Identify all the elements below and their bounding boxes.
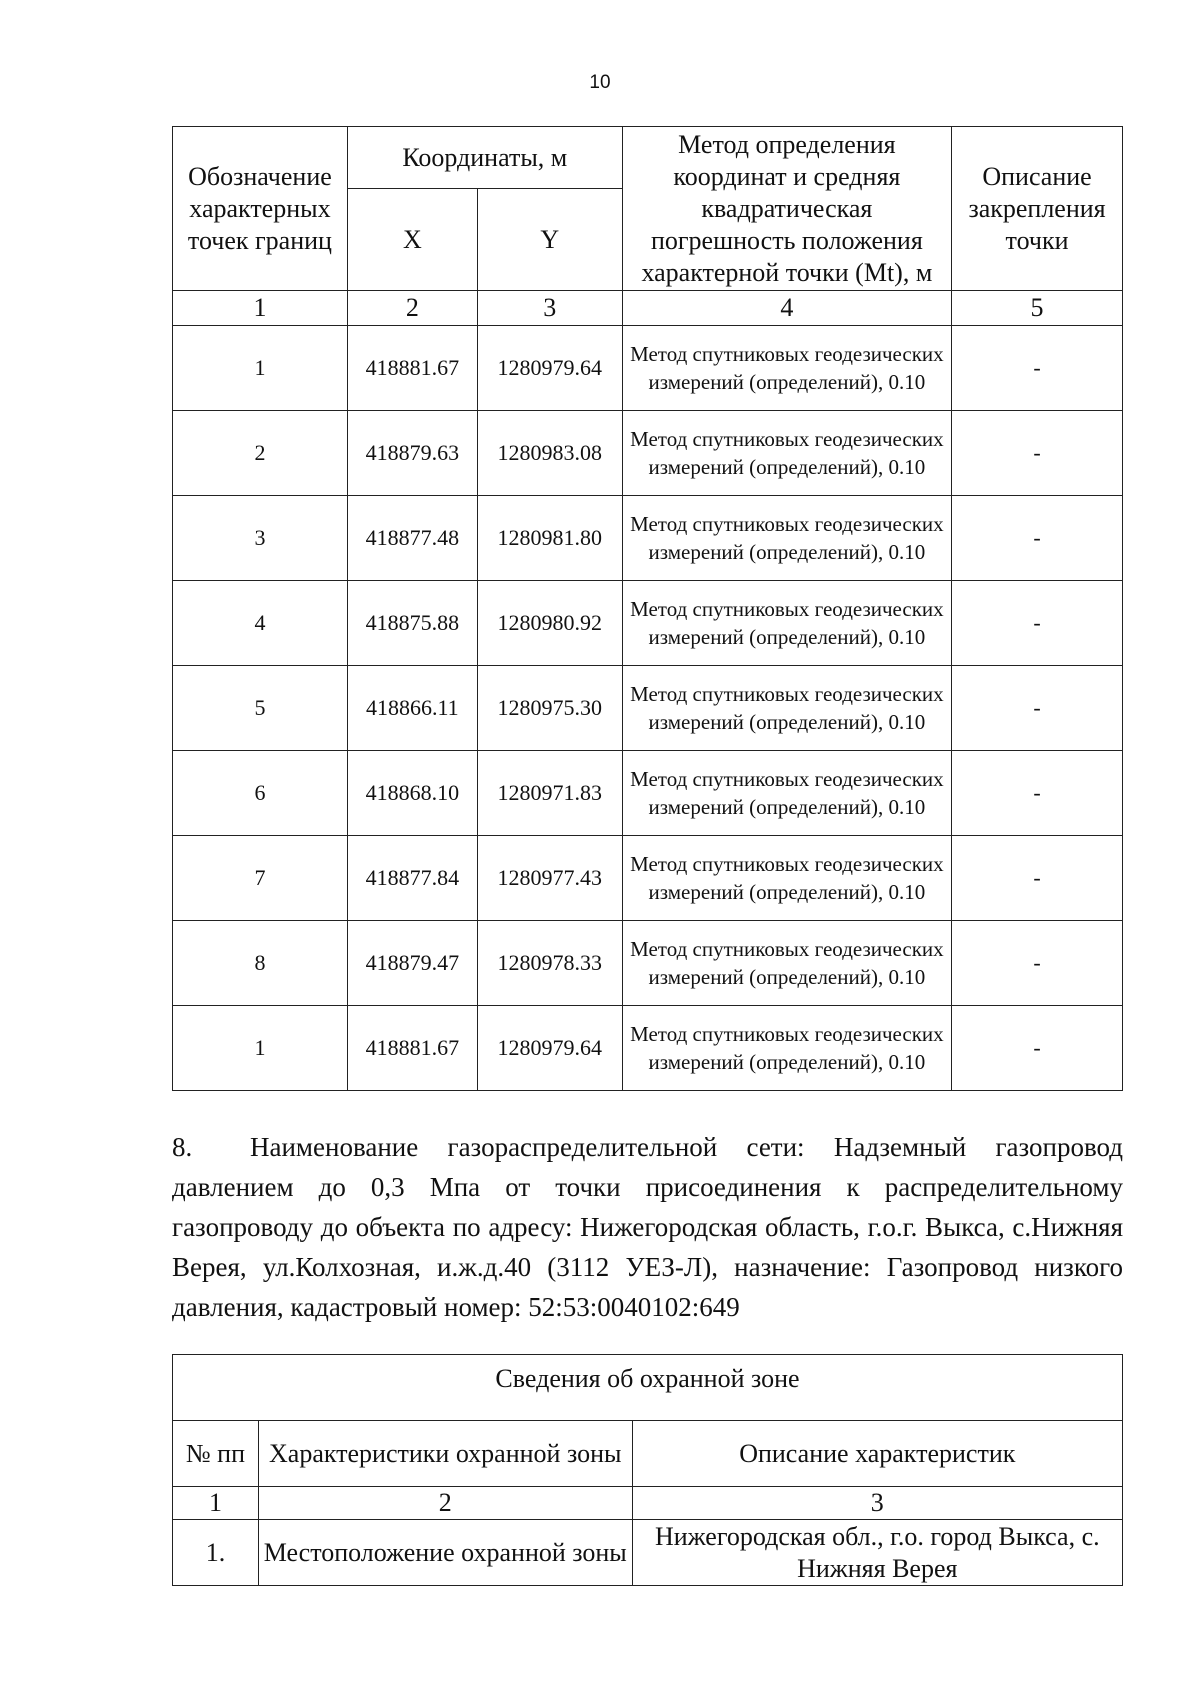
header-y: Y bbox=[477, 189, 622, 291]
zone-description: Нижегородская обл., г.о. город Выкса, с. Нижняя Верея bbox=[632, 1520, 1122, 1586]
header-x: X bbox=[347, 189, 477, 291]
coord-y: 1280978.33 bbox=[477, 921, 622, 1006]
fixing-description: - bbox=[952, 921, 1123, 1006]
table-row bbox=[173, 581, 1123, 666]
coord-x: 418866.11 bbox=[347, 666, 477, 751]
table-row bbox=[173, 411, 1123, 496]
fixing-description: - bbox=[952, 1006, 1123, 1091]
header-num: № пп bbox=[173, 1421, 259, 1487]
coord-x: 418875.88 bbox=[347, 581, 477, 666]
coord-y: 1280975.30 bbox=[477, 666, 622, 751]
fixing-description: - bbox=[952, 751, 1123, 836]
section-8-paragraph bbox=[172, 1127, 1123, 1327]
column-number: 1 bbox=[173, 291, 348, 326]
fixing-description: - bbox=[952, 666, 1123, 751]
column-number: 2 bbox=[258, 1487, 632, 1520]
method-text: Метод спутниковых геодезических измерений (определений), 0.10 bbox=[622, 751, 951, 836]
column-number: 2 bbox=[347, 291, 477, 326]
point-id: 5 bbox=[173, 666, 348, 751]
coord-y: 1280977.43 bbox=[477, 836, 622, 921]
fixing-description: - bbox=[952, 836, 1123, 921]
coord-y: 1280981.80 bbox=[477, 496, 622, 581]
method-text: Метод спутниковых геодезических измерений (определений), 0.10 bbox=[622, 666, 951, 751]
point-id: 1 bbox=[173, 326, 348, 411]
coord-x: 418877.84 bbox=[347, 836, 477, 921]
method-text: Метод спутниковых геодезических измерений (определений), 0.10 bbox=[622, 921, 951, 1006]
coord-y: 1280971.83 bbox=[477, 751, 622, 836]
table-row bbox=[173, 921, 1123, 1006]
coord-x: 418877.48 bbox=[347, 496, 477, 581]
header-designation: Обозначение характерных точек границ bbox=[173, 127, 348, 291]
table-row bbox=[173, 326, 1123, 411]
column-number: 1 bbox=[173, 1487, 259, 1520]
point-id: 6 bbox=[173, 751, 348, 836]
coord-x: 418868.10 bbox=[347, 751, 477, 836]
table-row bbox=[173, 496, 1123, 581]
column-number: 3 bbox=[632, 1487, 1122, 1520]
page-number: 10 bbox=[589, 72, 611, 93]
coordinates-table bbox=[172, 126, 1123, 1091]
column-number: 4 bbox=[622, 291, 951, 326]
method-text: Метод спутниковых геодезических измерений (определений), 0.10 bbox=[622, 836, 951, 921]
header-method: Метод определения координат и средняя квадратическая погрешность положения характерной точки (Mt), м bbox=[622, 127, 951, 291]
point-id: 8 bbox=[173, 921, 348, 1006]
point-id: 2 bbox=[173, 411, 348, 496]
point-id: 4 bbox=[173, 581, 348, 666]
coord-x: 418879.63 bbox=[347, 411, 477, 496]
coord-x: 418881.67 bbox=[347, 326, 477, 411]
zone-characteristic: Местоположение охранной зоны bbox=[258, 1520, 632, 1586]
fixing-description: - bbox=[952, 581, 1123, 666]
point-id: 3 bbox=[173, 496, 348, 581]
method-text: Метод спутниковых геодезических измерений (определений), 0.10 bbox=[622, 326, 951, 411]
zone-table-title: Сведения об охранной зоне bbox=[173, 1355, 1123, 1421]
coord-y: 1280980.92 bbox=[477, 581, 622, 666]
table-row bbox=[173, 1520, 1123, 1586]
method-text: Метод спутниковых геодезических измерений (определений), 0.10 bbox=[622, 411, 951, 496]
coord-x: 418879.47 bbox=[347, 921, 477, 1006]
point-id: 1 bbox=[173, 1006, 348, 1091]
column-number: 3 bbox=[477, 291, 622, 326]
method-text: Метод спутниковых геодезических измерений (определений), 0.10 bbox=[622, 581, 951, 666]
section-number: 8. bbox=[172, 1132, 193, 1162]
fixing-description: - bbox=[952, 326, 1123, 411]
header-description: Описание характеристик bbox=[632, 1421, 1122, 1487]
method-text: Метод спутниковых геодезических измерений (определений), 0.10 bbox=[622, 1006, 951, 1091]
row-number: 1. bbox=[173, 1520, 259, 1586]
method-text: Метод спутниковых геодезических измерений (определений), 0.10 bbox=[622, 496, 951, 581]
header-description: Описание закрепления точки bbox=[952, 127, 1123, 291]
table-row bbox=[173, 1006, 1123, 1091]
fixing-description: - bbox=[952, 496, 1123, 581]
point-id: 7 bbox=[173, 836, 348, 921]
coord-y: 1280979.64 bbox=[477, 326, 622, 411]
protection-zone-table bbox=[172, 1354, 1123, 1586]
table-row bbox=[173, 836, 1123, 921]
table-row bbox=[173, 751, 1123, 836]
fixing-description: - bbox=[952, 411, 1123, 496]
section-text: Наименование газораспределительной сети: Надземный газопровод давлением до 0,3 Мпа от точки присоединения к распределительному газопроводу до объекта по адресу: Нижегородская область, г.о.г. Выкса, с.Нижняя Верея, ул.Колхозная, и.ж.д.40 (3112 УЕЗ-Л), назначение: Газопровод низкого давления, кадастровый номер: 52:53:0040102:649 bbox=[172, 1132, 1123, 1322]
header-coordinates: Координаты, м bbox=[347, 127, 622, 189]
column-number: 5 bbox=[952, 291, 1123, 326]
header-characteristics: Характеристики охранной зоны bbox=[258, 1421, 632, 1487]
table-row bbox=[173, 666, 1123, 751]
coord-x: 418881.67 bbox=[347, 1006, 477, 1091]
coord-y: 1280979.64 bbox=[477, 1006, 622, 1091]
coord-y: 1280983.08 bbox=[477, 411, 622, 496]
